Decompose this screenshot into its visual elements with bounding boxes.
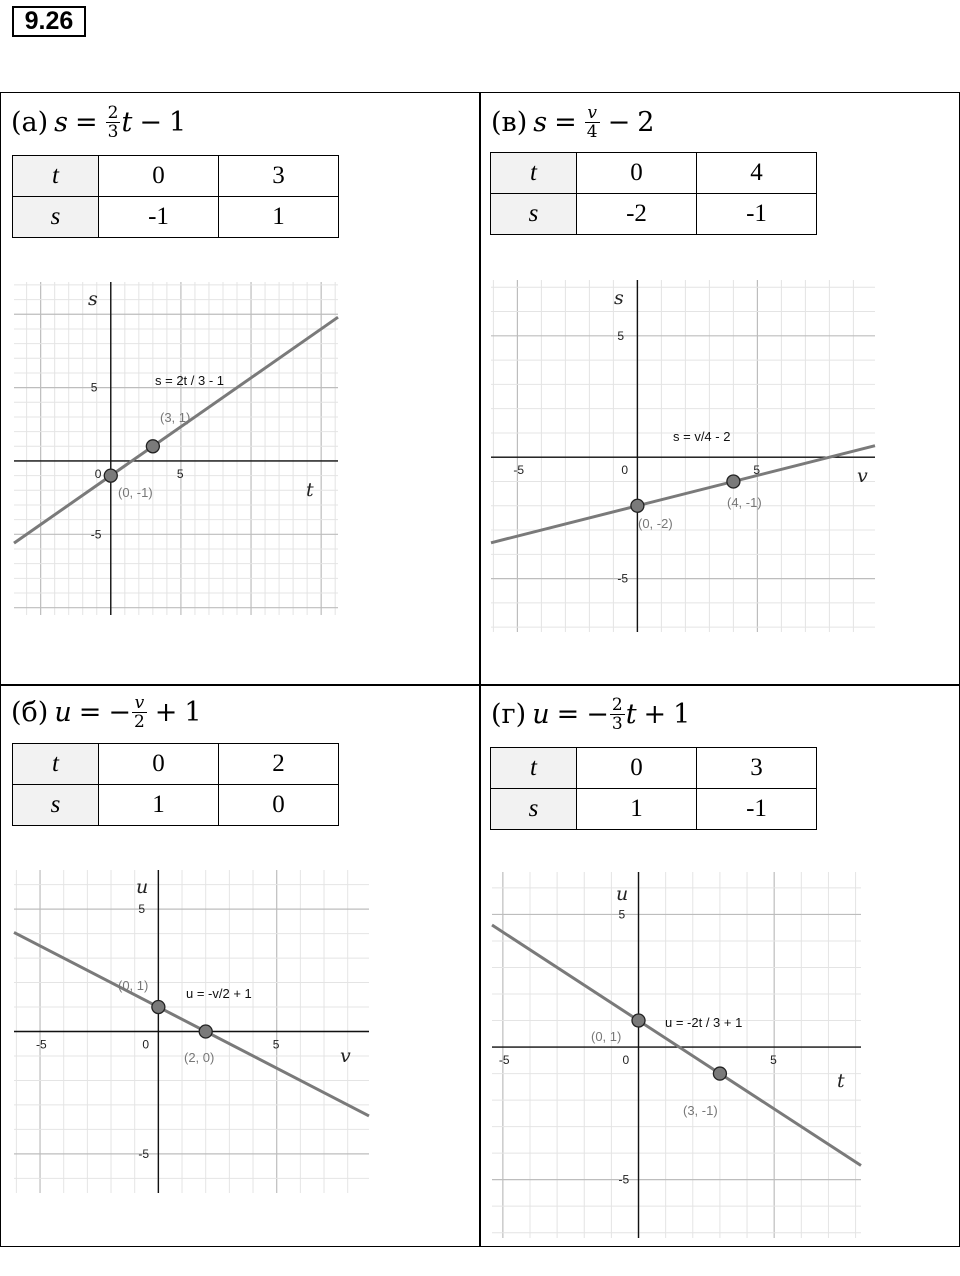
equation-lhs: u	[532, 698, 550, 730]
x-axis-label: v	[857, 465, 868, 487]
x-tick-label: 5	[753, 463, 761, 478]
table-header-cell: s	[13, 197, 99, 238]
y-axis-label: u	[616, 883, 629, 905]
equation-operator: +	[643, 698, 667, 730]
equation-operator: +	[154, 696, 178, 728]
equation-sign: −	[586, 698, 609, 730]
function-label: u = -2t / 3 + 1	[665, 1015, 743, 1030]
equation-fraction	[132, 694, 147, 731]
fraction-numerator: 2	[107, 102, 119, 123]
problem-number: 9.26	[12, 6, 86, 37]
y-axis-label: u	[136, 876, 149, 898]
equation-lhs: s	[54, 106, 69, 138]
equation-constant: 1	[184, 696, 202, 728]
value-table-b	[12, 743, 339, 826]
origin-tick-label: 0	[142, 1037, 150, 1052]
table-cell: 3	[219, 156, 339, 197]
y-tick-label: 5	[618, 907, 626, 922]
equation-b	[11, 686, 202, 738]
table-cell: 1	[219, 197, 339, 238]
panel-b	[0, 686, 480, 1276]
x-axis-label: t	[837, 1070, 845, 1092]
table-cell: 0	[99, 744, 219, 785]
table-cell: 0	[577, 153, 697, 194]
equals-sign: =	[78, 696, 102, 728]
table-header-cell: t	[13, 156, 99, 197]
table-cell: -1	[99, 197, 219, 238]
table-row	[13, 785, 339, 826]
y-axis-label: s	[88, 288, 98, 310]
fraction-denominator: 2	[133, 711, 145, 732]
table-cell: 0	[99, 156, 219, 197]
fraction-denominator: 3	[611, 713, 623, 734]
point-label: (0, 1)	[591, 1029, 622, 1044]
table-row	[491, 153, 817, 194]
table-cell: 0	[219, 785, 339, 826]
x-tick-label: 5	[770, 1053, 777, 1068]
y-tick-label: 5	[138, 902, 146, 917]
point-label: (2, 0)	[184, 1050, 215, 1065]
panel-v	[480, 94, 960, 684]
table-row	[491, 748, 817, 789]
function-label: u = -v/2 + 1	[186, 986, 252, 1001]
fraction-numerator: v	[587, 102, 597, 123]
x-tick-label: -5	[498, 1053, 510, 1068]
equation-lhs: s	[533, 106, 548, 138]
equation-label: (в)	[491, 106, 528, 138]
table-row	[13, 744, 339, 785]
x-axis-label: v	[340, 1045, 351, 1067]
fraction-denominator: 3	[107, 121, 119, 142]
equation-constant: 1	[673, 698, 691, 730]
equation-constant: 1	[168, 106, 187, 138]
equation-variable: t	[121, 106, 133, 138]
equation-v	[491, 96, 654, 148]
equation-fraction	[585, 104, 600, 141]
function-label: s = v/4 - 2	[673, 429, 731, 444]
origin-tick-label: 0	[621, 463, 629, 478]
point-label: (0, -1)	[118, 485, 153, 500]
function-label: s = 2t / 3 - 1	[155, 373, 225, 388]
origin-tick-label: 0	[94, 466, 102, 481]
equation-label: (б)	[11, 696, 49, 728]
equation-sign: −	[108, 696, 131, 728]
table-row	[13, 156, 339, 197]
equation-operator: −	[607, 106, 631, 138]
equation-operator: −	[139, 106, 162, 138]
table-header-cell: t	[491, 748, 577, 789]
table-cell: 0	[577, 748, 697, 789]
fraction-numerator: v	[134, 692, 145, 713]
y-tick-label: -5	[138, 1146, 150, 1161]
equals-sign: =	[554, 106, 577, 138]
point-label: (3, -1)	[683, 1103, 718, 1118]
x-tick-label: 5	[272, 1037, 280, 1052]
table-row	[491, 789, 817, 830]
equation-variable: t	[625, 698, 637, 730]
y-tick-label: -5	[618, 1172, 630, 1187]
table-row	[13, 197, 339, 238]
equation-fraction	[106, 104, 121, 141]
table-cell: 3	[697, 748, 817, 789]
table-cell: -2	[577, 194, 697, 235]
table-cell: -1	[697, 194, 817, 235]
x-tick-label: -5	[36, 1037, 47, 1052]
origin-tick-label: 0	[622, 1053, 630, 1068]
table-row	[491, 194, 817, 235]
equation-a	[11, 96, 186, 148]
y-axis-label: s	[614, 287, 624, 309]
point-label: (4, -1)	[727, 495, 762, 510]
point-label: (0, -2)	[638, 516, 673, 531]
table-cell: 4	[697, 153, 817, 194]
point-label: (0, 1)	[118, 978, 149, 993]
equation-label: (г)	[491, 698, 527, 730]
value-table-g	[490, 747, 817, 830]
table-cell: -1	[697, 789, 817, 830]
fraction-numerator: 2	[611, 694, 623, 715]
table-header-cell: s	[491, 789, 577, 830]
y-tick-label: 5	[617, 328, 625, 343]
value-table-v	[490, 152, 817, 235]
table-cell: 1	[577, 789, 697, 830]
table-cell: 2	[219, 744, 339, 785]
y-tick-label: 5	[90, 380, 98, 395]
equation-fraction	[610, 696, 625, 733]
x-tick-label: -5	[513, 463, 525, 478]
table-header-cell: t	[491, 153, 577, 194]
table-header-cell: t	[13, 744, 99, 785]
equation-label: (а)	[11, 106, 49, 138]
y-tick-label: -5	[617, 571, 629, 586]
equation-constant: 2	[637, 106, 655, 138]
equation-g	[491, 688, 690, 740]
table-header-cell: s	[13, 785, 99, 826]
table-cell: 1	[99, 785, 219, 826]
x-tick-label: 5	[176, 466, 184, 481]
fraction-denominator: 4	[586, 121, 598, 142]
equals-sign: =	[75, 106, 98, 138]
panel-a	[0, 94, 480, 684]
equals-sign: =	[556, 698, 580, 730]
value-table-a	[12, 155, 339, 238]
panel-g	[480, 686, 960, 1276]
y-tick-label: -5	[90, 527, 102, 542]
x-axis-label: t	[306, 479, 314, 501]
table-header-cell: s	[491, 194, 577, 235]
point-label: (3, 1)	[160, 410, 191, 425]
equation-lhs: u	[54, 696, 72, 728]
